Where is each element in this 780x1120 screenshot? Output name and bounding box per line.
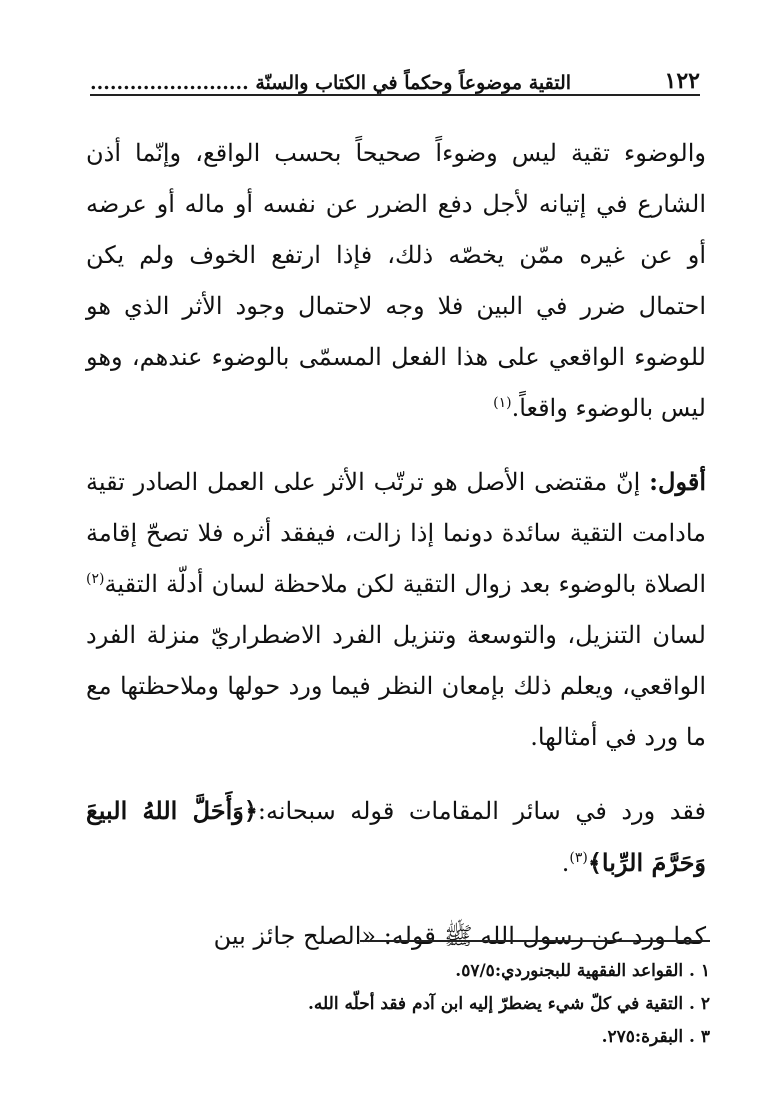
body-text: [86, 128, 706, 984]
footnote: ١ . القواعد الفقهية للبجنوردي:٥٧/٥.: [455, 961, 710, 981]
footnotes: [120, 955, 710, 1054]
paragraph: [86, 456, 706, 763]
footnote-ref: (١): [493, 395, 512, 411]
page-header: [90, 58, 700, 96]
page-number: ١٢٢: [664, 68, 700, 94]
paragraph-lead: أقول:: [649, 467, 706, 496]
footnote-ref: (٢): [86, 571, 105, 587]
footnote: ٢ . التقية في كلّ شيء يضطرّ إليه ابن آدم فقد أحلّه الله.: [308, 994, 710, 1014]
paragraph-text: والوضوء تقية ليس وضوءاً صحيحاً بحسب الواقع، وإنّما أذن الشارع في إتيانه لأجل دفع الضرر عن نفسه أو ماله أو عرضه أو عن غيره ممّن يخصّه ذلك، فإذا ارتفع الخوف ولم يكن احتمال ضرر في البين فلا وجه لاحتمال وجود الأثر الذي هو للوضوء الواقعي على هذا الفعل المسمّى بالوضوء عندهم، وهو ليس بالوضوء واقعاً.: [86, 139, 706, 422]
paragraph-text: فقد ورد في سائر المقامات قوله سبحانه:: [257, 797, 706, 825]
quran-quote: ﴿وَأَحَلَّ اللهُ البيعَ وَحَرَّمَ الرِّبا﴾: [86, 796, 706, 877]
paragraph: [86, 128, 706, 434]
paragraph-text: لسان التنزيل، والتوسعة وتنزيل الفرد الاضطراريّ منزلة الفرد الواقعي، ويعلم ذلك بإمعان النظر فيما ورد حولها وملاحظتها مع ما ورد في أمثالها.: [86, 621, 706, 751]
running-title: التقية موضوعاً وحكماً في الكتاب والسنّة ........................: [90, 72, 572, 94]
paragraph-end: .: [561, 849, 570, 877]
footnote-ref: (٣): [569, 850, 588, 866]
paragraph: [86, 785, 706, 889]
footnote: ٣ . البقرة:٢٧٥.: [601, 1027, 710, 1047]
paragraph-text: إنّ مقتضى الأصل هو ترتّب الأثر على العمل الصادر تقية مادامت التقية سائدة دونما إذا زالت، فيفقد أثره فلا تصحّ إقامة الصلاة بالوضوء بعد زوال التقية لكن ملاحظة لسان أدلّة التقية: [86, 468, 706, 598]
paragraph-text: كما ورد عن رسول الله ﷺ قوله: «الصلح جائز بين: [213, 922, 706, 950]
footnote-divider: [360, 940, 710, 942]
